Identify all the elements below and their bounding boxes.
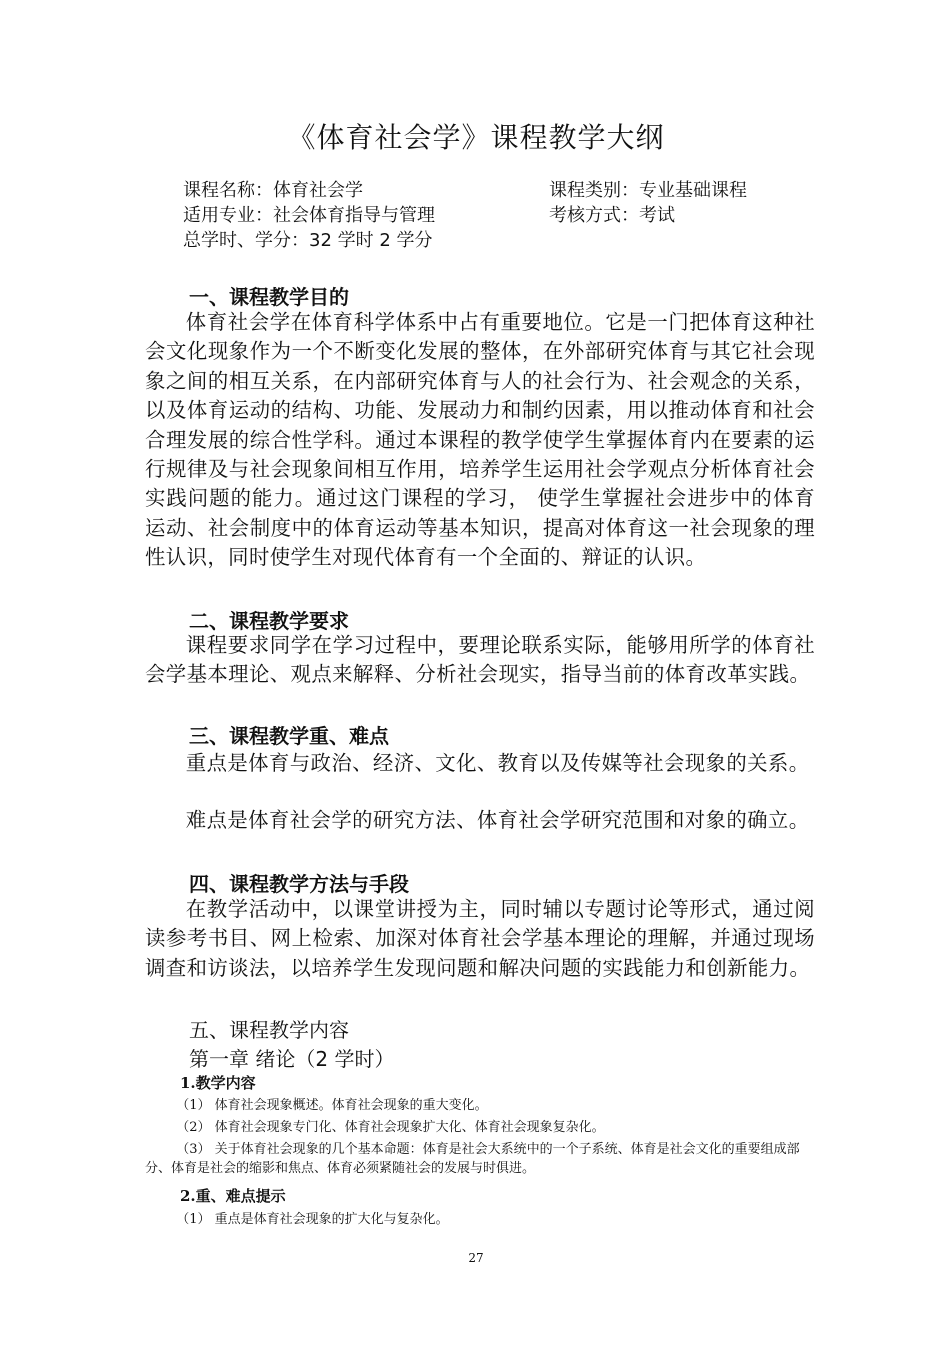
chapter-1-content-heading: 1.教学内容 <box>180 1074 256 1092</box>
section-2-heading: 二、课程教学要求 <box>189 609 349 633</box>
section-4-text: 在教学活动中，以课堂讲授为主，同时辅以专题讨论等形式，通过阅读参考书目、网上检索、加深对体育社会学基本理论的理解，并通过现场调查和访谈法，以培养学生发现问题和解决问题的实践能力和创新能力。 <box>145 897 815 980</box>
section-3-key-points: 重点是体育与政治、经济、文化、教育以及传媒等社会现象的关系。 <box>185 751 810 775</box>
assessment-method: 考核方式：考试 <box>549 205 675 226</box>
section-3-difficulties: 难点是体育社会学的研究方法、体育社会学研究范围和对象的确立。 <box>185 808 810 832</box>
section-2-text: 课程要求同学在学习过程中，要理论联系实际，能够用所学的体育社会学基本理论、观点来解释、分析社会现实，指导当前的体育改革实践。 <box>145 633 815 687</box>
section-5-heading: 五、课程教学内容 <box>189 1018 349 1042</box>
course-name: 课程名称：体育社会学 <box>183 180 363 201</box>
section-3-heading: 三、课程教学重、难点 <box>189 724 389 748</box>
page-number: 27 <box>468 1251 484 1265</box>
hours-credits: 总学时、学分：32 学时 2 学分 <box>183 230 433 251</box>
course-type: 课程类别：专业基础课程 <box>549 180 747 201</box>
section-1-text: 体育社会学在体育科学体系中占有重要地位。它是一门把体育这种社会文化现象作为一个不断变化发展的整体，在外部研究体育与其它社会现象之间的相互关系，在内部研究体育与人的社会行为、社会观念的关系，以及体育运动的结构、功能、发展动力和制约因素，用以推动体育和社会合理发展的综合性学科。通过本课程的教学使学生掌握体育内在要素的运行规律及与社会现象间相互作用，培养学生运用社会学观点分析体育社会实践问题的能力。通过这门课程的学习， 使学生掌握社会进步中的体育运动、社会制度中的体育运动等基本知识，提高对体育这一社会现象的理性认识，同时使学生对现代体育有一个全面的、辩证的认识。 <box>145 310 815 570</box>
document-title: 《体育社会学》课程教学大纲 <box>287 121 665 154</box>
chapter-1-heading: 第一章 绪论（2 学时） <box>189 1047 395 1071</box>
chapter-1-item-1: （1） 体育社会现象概述。体育社会现象的重大变化。 <box>176 1098 488 1113</box>
chapter-1-item-4: （1） 重点是体育社会现象的扩大化与复杂化。 <box>176 1212 449 1227</box>
chapter-1-item-2: （2） 体育社会现象专门化、体育社会现象扩大化、体育社会现象复杂化。 <box>176 1120 605 1135</box>
applicable-major: 适用专业：社会体育指导与管理 <box>183 205 435 226</box>
chapter-1-key-points-heading: 2.重、难点提示 <box>180 1187 286 1205</box>
section-1-heading: 一、课程教学目的 <box>189 285 349 309</box>
chapter-1-item-3: （3） 关于体育社会现象的几个基本命题：体育是社会大系统中的一个子系统、体育是社会文化的重要组成部分、体育是社会的缩影和焦点、体育必须紧随社会的发展与时俱进。 <box>145 1142 800 1176</box>
section-4-heading: 四、课程教学方法与手段 <box>189 872 409 896</box>
